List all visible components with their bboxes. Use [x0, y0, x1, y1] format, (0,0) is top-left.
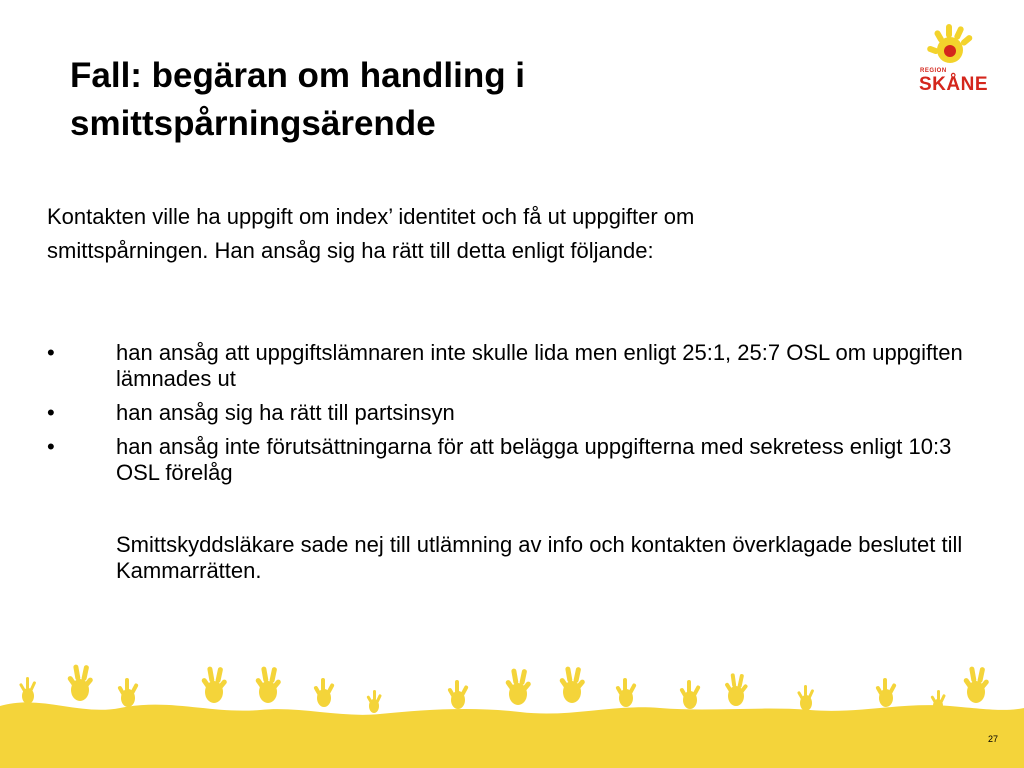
- list-item: [47, 434, 997, 486]
- bullet-list: [47, 340, 997, 494]
- slide-title: Fall: begäran om handling i smittspårningsärende: [70, 56, 526, 143]
- logo-region-text: REGION: [920, 68, 947, 74]
- bullet-marker: •: [47, 340, 55, 365]
- bullet-text: han ansåg inte förutsättningarna för att belägga uppgifterna med sekretess enligt 10:3 OSL förelåg: [116, 434, 952, 485]
- sun-hand-icon: [916, 22, 1000, 70]
- list-item: [47, 400, 997, 426]
- hands-footer-decoration: [0, 648, 1024, 768]
- bullet-marker: •: [47, 434, 55, 459]
- slide-number: 27: [987, 734, 998, 744]
- bullet-marker: •: [47, 400, 55, 425]
- logo-name-text: SKÅNE: [919, 74, 989, 95]
- bullet-text: han ansåg att uppgiftslämnaren inte skulle lida men enligt 25:1, 25:7 OSL om uppgiften lämnades ut: [116, 340, 963, 391]
- intro-paragraph: Kontakten ville ha uppgift om index’ identitet och få ut uppgifter om smittspårningen. Han ansåg sig ha rätt till detta enligt följande:: [47, 204, 695, 263]
- conclusion-paragraph: Smittskyddsläkare sade nej till utlämning av info och kontakten överklagade beslutet till Kammarrätten.: [116, 532, 963, 583]
- bullet-text: han ansåg sig ha rätt till partsinsyn: [116, 400, 455, 425]
- list-item: [47, 340, 997, 392]
- region-skane-logo: [916, 22, 1000, 98]
